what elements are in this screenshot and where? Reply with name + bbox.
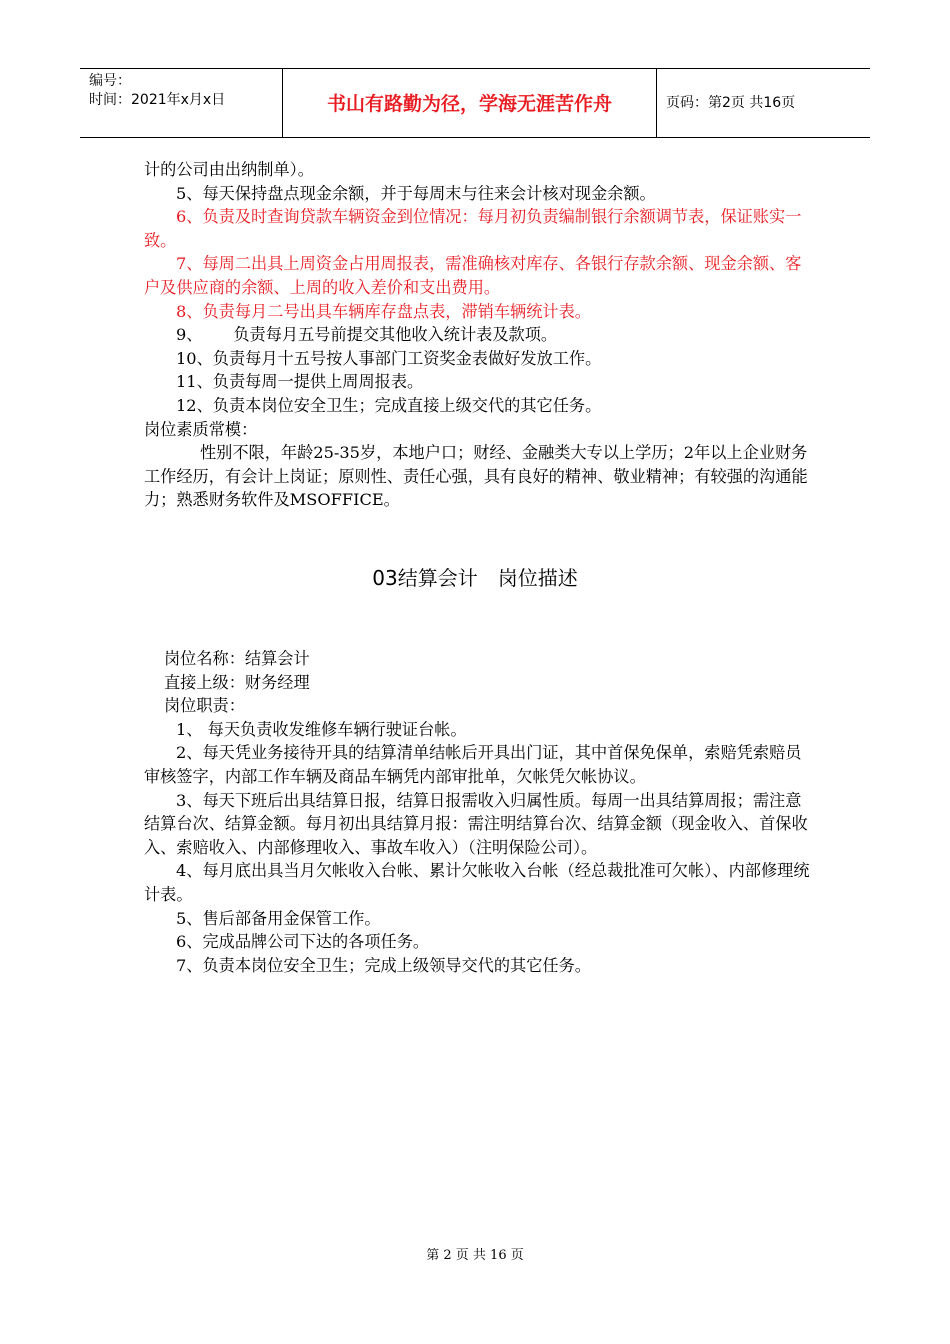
duties-heading: 岗位职责： (164, 696, 245, 716)
settlement-duty-5: 5、售后部备用金保管工作。 (176, 908, 381, 928)
document-header (80, 68, 870, 138)
duty-item-5: 5、每天保持盘点现金余额，并于每周末与往来会计核对现金余额。 (176, 183, 656, 203)
header-page-cell (657, 69, 870, 137)
duty-item-7: 7、每周二出具上周资金占用周报表，需准确核对库存、各银行存款余额、现金余额、客户及供应商的余额、上周的收入差价和支出费用。 (144, 254, 802, 297)
settlement-duty-2: 2、每天凭业务接待开具的结算清单结帐后开具出门证，其中首保免保单，索赔凭索赔员审核签字，内部工作车辆及商品车辆凭内部审批单，欠帐凭欠帐协议。 (144, 743, 802, 786)
page-footer: 第 2 页 共 16 页 (426, 1248, 524, 1263)
settlement-duty-7: 7、负责本岗位安全卫生；完成上级领导交代的其它任务。 (176, 955, 591, 975)
duty-item-11: 11、负责每周一提供上周周报表。 (176, 372, 424, 392)
duty-item-10: 10、负责每月十五号按人事部门工资奖金表做好发放工作。 (176, 348, 602, 368)
document-time-label: 时间：2021年x月x日 (89, 92, 226, 108)
header-meta-cell (80, 69, 283, 137)
settlement-duty-3: 3、每天下班后出具结算日报，结算日报需收入归属性质。每周一出具结算周报；需注意结算台次、结算金额。每月初出具结算月报：需注明结算台次、结算金额（现金收入、首保收入、索赔收入、内部修理收入、事故车收入）（注明保险公司）。 (144, 790, 808, 857)
section2-body (144, 647, 812, 977)
qualification-heading: 岗位素质常模： (144, 419, 258, 439)
settlement-duty-4: 4、每月底出具当月欠帐收入台帐、累计欠帐收入台帐（经总裁批准可欠帐）、内部修理统计表。 (144, 861, 810, 904)
qualification-text: 性别不限，年龄25-35岁，本地户口；财经、金融类大专以上学历；2年以上企业财务工作经历，有会计上岗证；原则性、责任心强，具有良好的精神、敬业精神；有较强的沟通能力；熟悉财务软件及MSOFFICE。 (144, 443, 808, 510)
body-line: 计的公司由出纳制单）。 (144, 160, 314, 179)
duty-item-8: 8、负责每月二号出具车辆库存盘点表，滞销车辆统计表。 (176, 301, 591, 321)
settlement-duty-6: 6、完成品牌公司下达的各项任务。 (176, 932, 430, 952)
document-number-label: 编号： (89, 73, 131, 89)
header-motto-cell (283, 69, 657, 137)
job-name: 岗位名称：结算会计 (164, 649, 310, 668)
duty-item-12: 12、负责本岗位安全卫生；完成直接上级交代的其它任务。 (176, 395, 602, 415)
header-page-info: 页码：第2页 共16页 (666, 95, 796, 111)
section2-title: 03结算会计 岗位描述 (372, 566, 578, 590)
duty-item-9: 9、 负责每月五号前提交其他收入统计表及款项。 (176, 325, 558, 345)
header-motto: 书山有路勤为径，学海无涯苦作舟 (326, 93, 612, 115)
section1-body (144, 158, 812, 512)
settlement-duty-1: 1、 每天负责收发维修车辆行驶证台帐。 (176, 719, 467, 739)
duty-item-6: 6、负责及时查询贷款车辆资金到位情况：每月初负责编制银行余额调节表，保证账实一致。 (144, 207, 802, 250)
direct-supervisor: 直接上级：财务经理 (164, 672, 310, 692)
